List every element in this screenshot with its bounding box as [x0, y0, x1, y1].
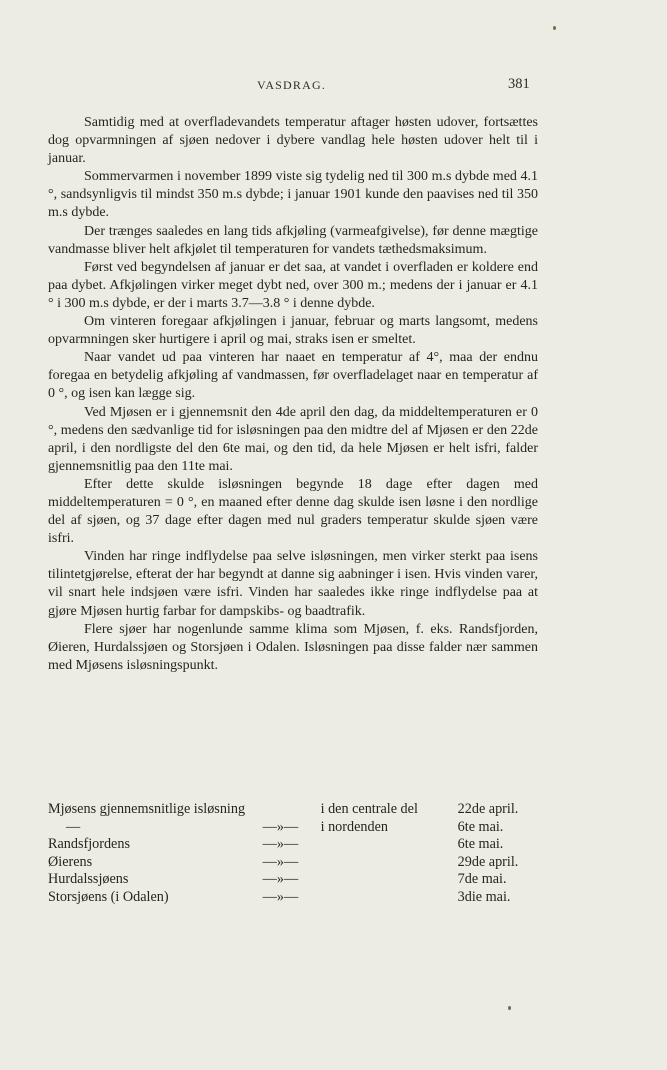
- paper-speck: [508, 1006, 511, 1010]
- ditto-mark: —»—: [262, 836, 299, 853]
- lake-name: Øierens: [48, 853, 93, 870]
- ditto-mark: —»—: [262, 888, 299, 905]
- lake-name: —: [66, 818, 81, 835]
- paragraph: Samtidig med at overfladevandets temperatur aftager høsten udover, fortsættes dog opvarmningen af sjøen nedover i dybere vandlag hele høsten udover helt til i januar.: [48, 115, 538, 167]
- paragraph: Vinden har ringe indflydelse paa selve isløsningen, men virker sterkt paa isens tilintetgjørelse, efterat der har begyndt at danne sig aabninger i isen. Hvis vinden varer, vil snart hele indsjøen være isfri. Vinden har saaledes ikke ringe indflydelse paa at gjøre Mjøsen hurtig farbar for dampskibs- og baadtrafik.: [48, 549, 538, 619]
- lake-part: i nordenden: [320, 818, 388, 835]
- table-row: [48, 819, 548, 837]
- body-text: [48, 114, 538, 675]
- breakup-date: 6te mai.: [457, 818, 504, 835]
- lake-part: [321, 889, 458, 907]
- paragraph: Der trænges saaledes en lang tids afkjøling (varmeafgivelse), før denne mægtige vandmasse bliver helt afkjølet til temperaturen for vandets tæthedsmaksimum.: [48, 223, 538, 257]
- page-header: [0, 78, 667, 98]
- lake-part: [321, 854, 458, 872]
- paragraph: Flere sjøer har nogenlunde samme klima som Mjøsen, f. eks. Randsfjorden, Øieren, Hurdalssjøen og Storsjøen i Odalen. Isløsningen paa disse falder nær sammen med Mjøsens isløsningspunkt.: [48, 621, 538, 673]
- running-title: VASDRAG.: [257, 78, 327, 92]
- table-row: [48, 871, 548, 889]
- lake-name: Randsfjordens: [48, 836, 130, 853]
- breakup-date: 22de april.: [457, 801, 519, 817]
- ditto-mark: —»—: [262, 853, 299, 870]
- breakup-date: 6te mai.: [457, 836, 504, 853]
- table-row: [48, 854, 548, 872]
- lake-part: i den centrale del: [320, 801, 418, 817]
- paragraph: Først ved begyndelsen af januar er det saa, at vandet i overfladen er koldere end paa dybet. Afkjølingen virker meget dybt ned, over 300 m.; medens der i januar er 4.1 ° i 300 m.s dybde, er der i marts 3.7—3.8 ° i denne dybde.: [48, 259, 538, 311]
- paragraph: Sommervarmen i november 1899 viste sig tydelig ned til 300 m.s dybde med 4.1 °, sandsynligvis til mindst 350 m.s dybde; i januar 1901 kunde den paavises ned til 350 m.s dybde.: [48, 169, 538, 221]
- paragraph: Ved Mjøsen er i gjennemsnit den 4de april den dag, da middeltemperaturen er 0 °, medens den sædvanlige tid for isløsningen paa den midtre del af Mjøsen er den 22de april, i den nordligste del den 6te mai, og den tid, da hele Mjøsen er helt isfri, falder gjennemsnitlig paa den 11te mai.: [48, 404, 538, 474]
- lake-part: [321, 871, 458, 889]
- table-row: [48, 889, 548, 907]
- paragraph: Efter dette skulde isløsningen begynde 18 dage efter dagen med middeltemperaturen = 0 °, en maaned efter denne dag skulde isen løsne i den nordlige del af sjøen, og 37 dage efter dagen med nul graders temperatur skulde sjøen være isfri.: [48, 476, 538, 547]
- ice-breakup-table: [48, 801, 548, 907]
- breakup-date: 29de april.: [457, 853, 519, 870]
- paper-speck: [553, 26, 556, 30]
- paragraph: Naar vandet ud paa vinteren har naaet en temperatur af 4°, maa der endnu foregaa en betydelig afkjøling af vandmassen, før overfladelaget naar en temperatur af 0 °, og isen kan lægge sig.: [48, 350, 538, 402]
- breakup-date: 7de mai.: [457, 871, 507, 888]
- paragraph: Om vinteren foregaar afkjølingen i januar, februar og marts langsomt, medens opvarmningen sker hurtigere i april og mai, straks isen er smeltet.: [48, 314, 538, 348]
- ditto-mark: —»—: [262, 871, 299, 888]
- ditto-mark: —»—: [262, 818, 299, 835]
- lake-part: [321, 836, 458, 854]
- page-number: 381: [508, 76, 530, 92]
- table-row: [48, 836, 548, 854]
- table-row: [48, 801, 548, 819]
- lake-name: Storsjøens (i Odalen): [48, 888, 169, 905]
- lake-name: Hurdalssjøens: [48, 871, 129, 888]
- lake-name: Mjøsens gjennemsnitlige isløsning: [48, 801, 246, 817]
- breakup-date: 3die mai.: [457, 888, 511, 905]
